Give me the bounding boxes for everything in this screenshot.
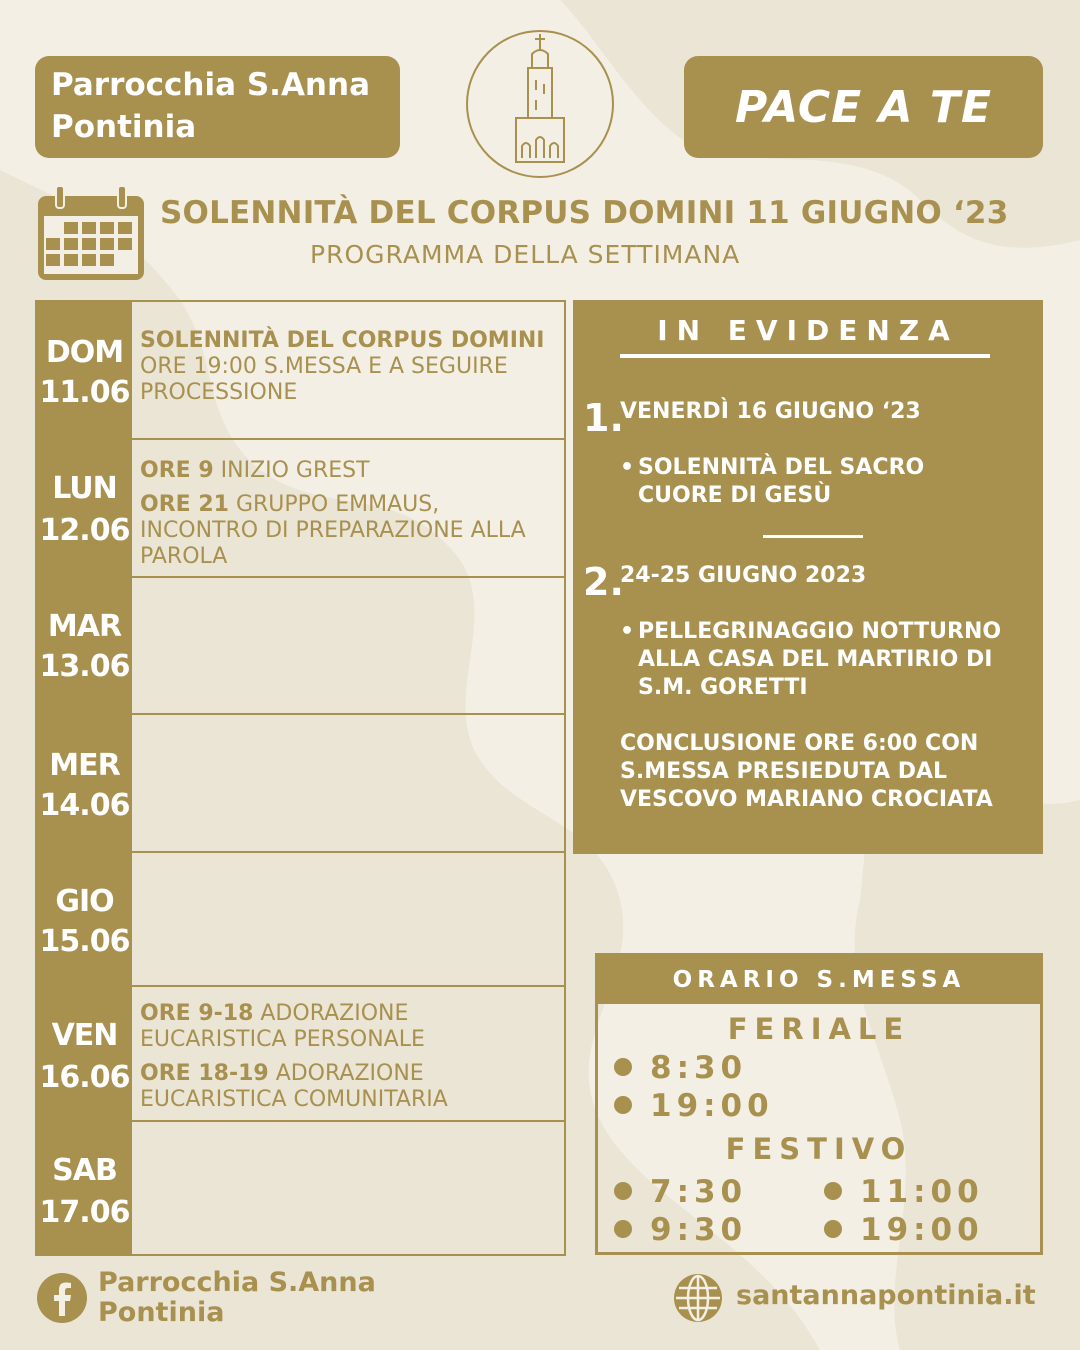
divider	[620, 354, 990, 358]
highlight-bullet: • PELLEGRINAGGIO NOTTURNO ALLA CASA DEL MARTIRIO DI S.M. GORETTI	[620, 619, 1002, 700]
schedule-row	[37, 853, 564, 987]
bullet-line: PELLEGRINAGGIO NOTTURNO	[638, 619, 1002, 644]
day-entries	[140, 458, 554, 578]
day-name: LUN	[52, 471, 117, 506]
highlight-closing-note	[620, 730, 1030, 814]
weekly-schedule	[35, 300, 566, 1256]
mass-time	[614, 1050, 747, 1086]
facebook-line: Parrocchia S.Anna	[98, 1267, 376, 1298]
globe-icon	[672, 1272, 724, 1324]
entry-text: GRUPPO EMMAUS, INCONTRO DI PREPARAZIONE ALLA PAROLA	[140, 492, 526, 569]
schedule-entry	[140, 492, 554, 570]
mass-time	[614, 1174, 747, 1210]
closing-line: CONCLUSIONE ORE 6:00 CON	[620, 731, 979, 756]
schedule-row	[37, 440, 564, 578]
day-entries	[140, 1001, 554, 1121]
facebook-page-link[interactable]	[98, 1268, 376, 1328]
schedule-row	[37, 987, 564, 1122]
day-entries	[140, 328, 554, 414]
parish-name-line2: Pontinia	[51, 109, 197, 145]
entry-text: ADORAZIONE EUCARISTICA COMUNITARIA	[140, 1061, 448, 1112]
weekday-label: FERIALE	[727, 1012, 911, 1046]
highlight-bullet: • SOLENNITÀ DEL SACRO CUORE DI GESÙ	[620, 455, 925, 508]
entry-highlight: SOLENNITÀ DEL CORPUS DOMINI	[140, 328, 545, 353]
parish-name-box	[35, 56, 400, 158]
calendar-icon	[36, 186, 146, 282]
time-value: 11:00	[860, 1174, 984, 1210]
highlight-date: 24-25 GIUGNO 2023	[620, 563, 867, 588]
highlight-date: VENERDÌ 16 GIUGNO ‘23	[620, 399, 921, 424]
closing-line: VESCOVO MARIANO CROCIATA	[620, 787, 993, 812]
entry-highlight: ORE 18-19	[140, 1061, 269, 1086]
divider	[763, 535, 863, 538]
entry-text: ADORAZIONE EUCARISTICA PERSONALE	[140, 1001, 425, 1052]
highlights-panel	[573, 300, 1043, 854]
highlight-number: 2.	[583, 560, 624, 604]
motto-text: PACE A TE	[734, 81, 992, 133]
mass-time	[824, 1212, 984, 1248]
schedule-entry	[140, 328, 554, 406]
mass-time	[824, 1174, 984, 1210]
website-link[interactable]: santannapontinia.it	[736, 1280, 1036, 1311]
entry-text: ORE 19:00 S.MESSA E A SEGUIRE PROCESSIONE	[140, 354, 508, 405]
schedule-row	[37, 1122, 564, 1254]
schedule-row	[37, 578, 564, 715]
mass-times-title: ORARIO S.MESSA	[598, 956, 1040, 1004]
day-date: 11.06	[39, 375, 130, 410]
entry-highlight: ORE 21	[140, 492, 229, 517]
schedule-entry	[140, 1061, 554, 1113]
event-title: SOLENNITÀ DEL CORPUS DOMINI 11 GIUGNO ‘23	[160, 195, 1009, 231]
time-value: 19:00	[860, 1212, 984, 1248]
time-value: 19:00	[650, 1088, 774, 1124]
day-name: SAB	[52, 1153, 117, 1188]
day-date: 13.06	[39, 649, 130, 684]
day-name: VEN	[51, 1018, 118, 1053]
day-date: 15.06	[39, 924, 130, 959]
day-name: MER	[49, 748, 120, 783]
motto-box	[684, 56, 1043, 158]
schedule-row	[37, 302, 564, 440]
day-date: 17.06	[39, 1195, 130, 1230]
holiday-label: FESTIVO	[725, 1132, 913, 1166]
day-name: MAR	[47, 609, 122, 644]
day-date: 16.06	[39, 1060, 130, 1095]
facebook-line: Pontinia	[98, 1297, 225, 1328]
bullet-line: CUORE DI GESÙ	[638, 483, 832, 508]
schedule-entry	[140, 1001, 554, 1053]
schedule-entry	[140, 458, 554, 484]
bullet-line: ALLA CASA DEL MARTIRIO DI	[638, 647, 993, 672]
time-value: 9:30	[650, 1212, 748, 1248]
mass-times-panel	[595, 953, 1043, 1255]
time-value: 8:30	[650, 1050, 748, 1086]
parish-name-line1: Parrocchia S.Anna	[51, 67, 370, 103]
mass-time	[614, 1212, 747, 1248]
bullet-line: S.M. GORETTI	[638, 675, 808, 700]
day-date: 14.06	[39, 788, 130, 823]
entry-text: INIZIO GREST	[213, 458, 370, 483]
day-name: GIO	[55, 884, 114, 919]
highlight-number: 1.	[583, 396, 624, 440]
church-logo-icon	[464, 28, 616, 180]
entry-highlight: ORE 9	[140, 458, 214, 483]
entry-highlight: ORE 9-18	[140, 1001, 254, 1026]
day-date: 12.06	[39, 513, 130, 548]
highlights-title: IN EVIDENZA	[657, 314, 959, 347]
mass-time	[614, 1088, 774, 1124]
schedule-row	[37, 715, 564, 853]
facebook-icon[interactable]	[36, 1272, 88, 1324]
time-value: 7:30	[650, 1174, 748, 1210]
day-name: DOM	[45, 335, 124, 370]
event-subtitle: PROGRAMMA DELLA SETTIMANA	[310, 240, 741, 269]
bullet-line: SOLENNITÀ DEL SACRO	[638, 455, 925, 480]
closing-line: S.MESSA PRESIEDUTA DAL	[620, 759, 948, 784]
